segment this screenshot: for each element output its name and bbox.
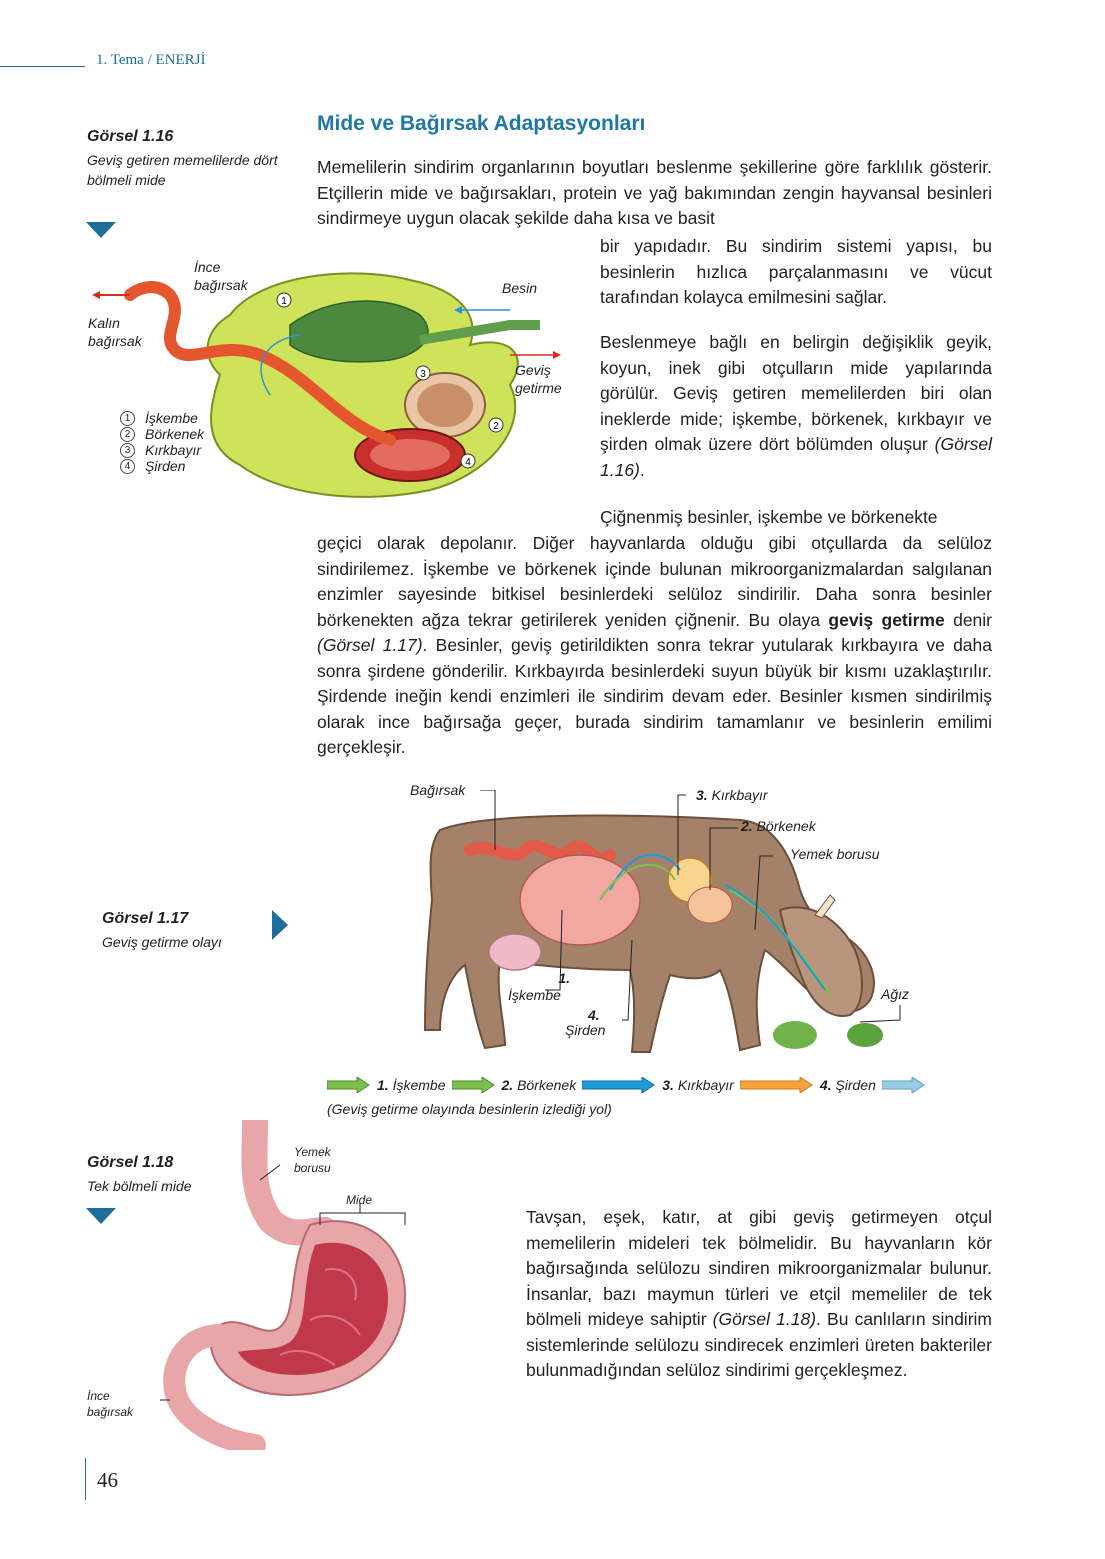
figure-16-caption-block — [87, 128, 282, 190]
cow-digestion-illustration — [410, 790, 930, 1060]
flow-arrow-2-icon — [452, 1077, 496, 1093]
flow-step-1-label: İşkembe — [392, 1077, 446, 1093]
legend-item — [120, 410, 204, 426]
label-agiz: Ağız — [881, 986, 910, 1002]
paragraph-2 — [600, 330, 992, 483]
flow-step-1-num: 1. — [377, 1077, 389, 1093]
label-iskembe-num — [534, 970, 570, 986]
grass-icon — [773, 1021, 883, 1049]
paragraph-3-text-c: . Besinler, geviş getirildikten sonra tekrar yutularak kırkbayıra ve daha sonra şirdene gönderilir. Kırkbayırda besinlerdeki suyun büyük bir kısmı uzaklaştırılır. Şirdende ineğin kendi enzimleri ile sindirim devam eder. Besinler kısmen sindirilmiş olarak ince bağırsağa geçer, burada sindirim tamamlanır ve besinlerin emilimi gerçekleşir. — [317, 635, 992, 757]
label-kirkbayir-num: 3. — [696, 787, 708, 803]
paragraph-2-text: Beslenmeye bağlı en belirgin değişiklik geyik, koyun, inek gibi otçulların mide yapılarında görülür. Geviş getiren memelilerden biri olan ineklerde mide; işkembe, börkenek, kırkbayır ve şirden olmak üzere dört bölümden oluşur — [600, 332, 992, 454]
svg-text:3: 3 — [420, 369, 426, 380]
flow-step-4-label: Şirden — [835, 1077, 876, 1093]
flow-arrow-3-icon — [582, 1077, 656, 1093]
flow-step-2-label: Börkenek — [517, 1077, 577, 1093]
figure-16-title: Görsel 1.16 — [87, 128, 174, 145]
figure-16-legend — [120, 410, 204, 474]
flow-arrow-4-icon — [740, 1077, 814, 1093]
marker-2 — [489, 418, 503, 432]
flow-step-4-num: 4. — [819, 1077, 832, 1093]
figure-18-caption: Tek bölmeli mide — [87, 1178, 192, 1194]
svg-text:4: 4 — [465, 457, 471, 468]
legend-label: Şirden — [145, 458, 186, 474]
marker-3 — [416, 366, 430, 380]
paragraph-3-text-b: denir — [944, 609, 993, 630]
label-sirden: Şirden — [565, 1022, 606, 1038]
flow-step-3 — [662, 1077, 734, 1093]
running-header: 1. Tema / ENERJİ — [96, 52, 206, 68]
figure-16-pointer-icon — [86, 222, 116, 238]
flow-step-3-num: 3. — [662, 1077, 674, 1093]
legend-item — [120, 426, 204, 442]
label-bagirsak: Bağırsak — [410, 782, 466, 798]
label-mide: Mide — [346, 1193, 373, 1207]
cow-udder — [489, 934, 541, 970]
legend-label: Börkenek — [145, 426, 205, 442]
label-kalin-bagirsak: Kalın bağırsak — [88, 315, 142, 349]
flow-caption: (Geviş getirme olayında besinlerin izlediği yol) — [327, 1101, 612, 1117]
section-title: Mide ve Bağırsak Adaptasyonları — [317, 112, 646, 135]
figure-17-caption-block — [102, 910, 272, 952]
label-besin: Besin — [502, 280, 538, 296]
digestion-flow-legend — [327, 1077, 926, 1093]
label-gevis-getirme: Geviş getirme — [515, 362, 562, 396]
svg-text:1: 1 — [281, 296, 287, 307]
legend-num: 2 — [120, 427, 135, 442]
figure-ref-1-17: (Görsel 1.17) — [317, 635, 423, 655]
marker-1 — [277, 293, 291, 307]
legend-item — [120, 442, 204, 458]
figure-18-pointer-icon — [86, 1208, 116, 1224]
label-ince-bagirsak-18: İnce bağırsak — [87, 1389, 134, 1419]
page-number-rule — [85, 1458, 86, 1500]
legend-item — [120, 458, 204, 474]
flow-arrow-1-icon — [327, 1077, 371, 1093]
paragraph-3-first-line: Çiğnenmiş besinler, işkembe ve börkenekte — [600, 507, 938, 527]
flow-step-2-num: 2. — [501, 1077, 514, 1093]
paragraph-4-text-b: . Bu canlıların sindirim sistemlerinde selülozu sindirecek enzimleri üreten bakteriler bulunmadığından selüloz sindirimi gerçekleşmez. — [526, 1309, 992, 1380]
flow-step-2 — [502, 1077, 577, 1093]
marker-4 — [461, 454, 475, 468]
single-stomach-illustration — [160, 1120, 420, 1450]
label-yemek-borusu: Yemek borusu — [790, 846, 880, 862]
paragraph-1-narrow: bir yapıdadır. Bu sindirim sistemi yapısı, bu besinlerin hızlıca parçalanmasını ve vücut tarafından kolayca emilmesini sağlar. — [600, 236, 992, 307]
label-ince-bagirsak: İnce bağırsak — [194, 259, 248, 293]
label-iskembe-number: 1. — [558, 970, 570, 986]
cow-reticulum — [688, 887, 732, 923]
label-sirden-num — [588, 1007, 600, 1023]
label-kirkbayir-text: Kırkbayır — [711, 787, 768, 803]
label-borkenek — [741, 818, 816, 834]
label-borkenek-num: 2. — [741, 818, 753, 834]
term-gevis-getirme: geviş getirme — [828, 609, 945, 630]
figure-ref-1-18: (Görsel 1.18) — [712, 1309, 817, 1329]
paragraph-3-text: geçici olarak depolanır. Diğer hayvanlarda olduğu gibi otçullarda da selüloz sindirilemez. İşkembe ve börkenek içinde bulunan mikroorganizmalardan salgılanan enzimler sayesinde bitkisel besinlerdeki selüloz sindirilir. Daha sonra besinler börkenekten ağza tekrar getirilerek yeniden çiğnenir. Bu olaya — [317, 533, 992, 630]
legend-num: 3 — [120, 443, 135, 458]
figure-16-caption: Geviş getiren memelilerde dört bölmeli mide — [87, 152, 278, 188]
paragraph-1-wide: Memelilerin sindirim organlarının boyutları beslenme şekillerine göre farklılık gösterir. Etçillerin mide ve bağırsakları, protein ve yağ bakımından zengin hayvansal besinleri sindirmeye uygun olacak şekilde daha kısa ve basit — [317, 157, 992, 228]
label-iskembe: İşkembe — [508, 987, 561, 1003]
figure-18-title: Görsel 1.18 — [87, 1154, 174, 1171]
page-number: 46 — [97, 1468, 118, 1492]
figure-17-caption: Geviş getirme olayı — [102, 934, 222, 950]
flow-step-3-label: Kırkbayır — [677, 1077, 734, 1093]
flow-step-1 — [377, 1077, 446, 1093]
flow-arrow-end-icon — [882, 1077, 926, 1093]
legend-num: 1 — [120, 411, 135, 426]
figure-17-title: Görsel 1.17 — [102, 910, 189, 927]
legend-num: 4 — [120, 459, 135, 474]
legend-label: İşkembe — [145, 410, 198, 426]
paragraph-2-end: . — [639, 459, 645, 480]
header-rule — [0, 66, 85, 67]
svg-text:2: 2 — [493, 421, 499, 432]
legend-label: Kırkbayır — [145, 442, 202, 458]
paragraph-4-text: Tavşan, eşek, katır, at gibi geviş getirmeyen otçul memelilerin mideleri tek bölmelidir. Bu hayvanların kör bağırsağında selülozu sindiren mikroorganizmalar bulunur. İnsanlar, bazı maymun türleri ve etçil memeliler de tek bölmeli mideye sahiptir — [526, 1207, 992, 1329]
cow-rumen — [520, 855, 640, 945]
label-kirkbayir — [696, 787, 768, 803]
label-borkenek-text: Börkenek — [756, 818, 816, 834]
flow-step-4 — [820, 1077, 876, 1093]
paragraph-3 — [317, 531, 992, 761]
figure-17-pointer-icon — [272, 910, 288, 940]
label-yemek-borusu-18: Yemek borusu — [294, 1145, 331, 1175]
label-sirden-number: 4. — [588, 1007, 600, 1023]
figure-ref-1-16: (Görsel 1.16) — [600, 434, 992, 480]
paragraph-4 — [526, 1205, 992, 1384]
